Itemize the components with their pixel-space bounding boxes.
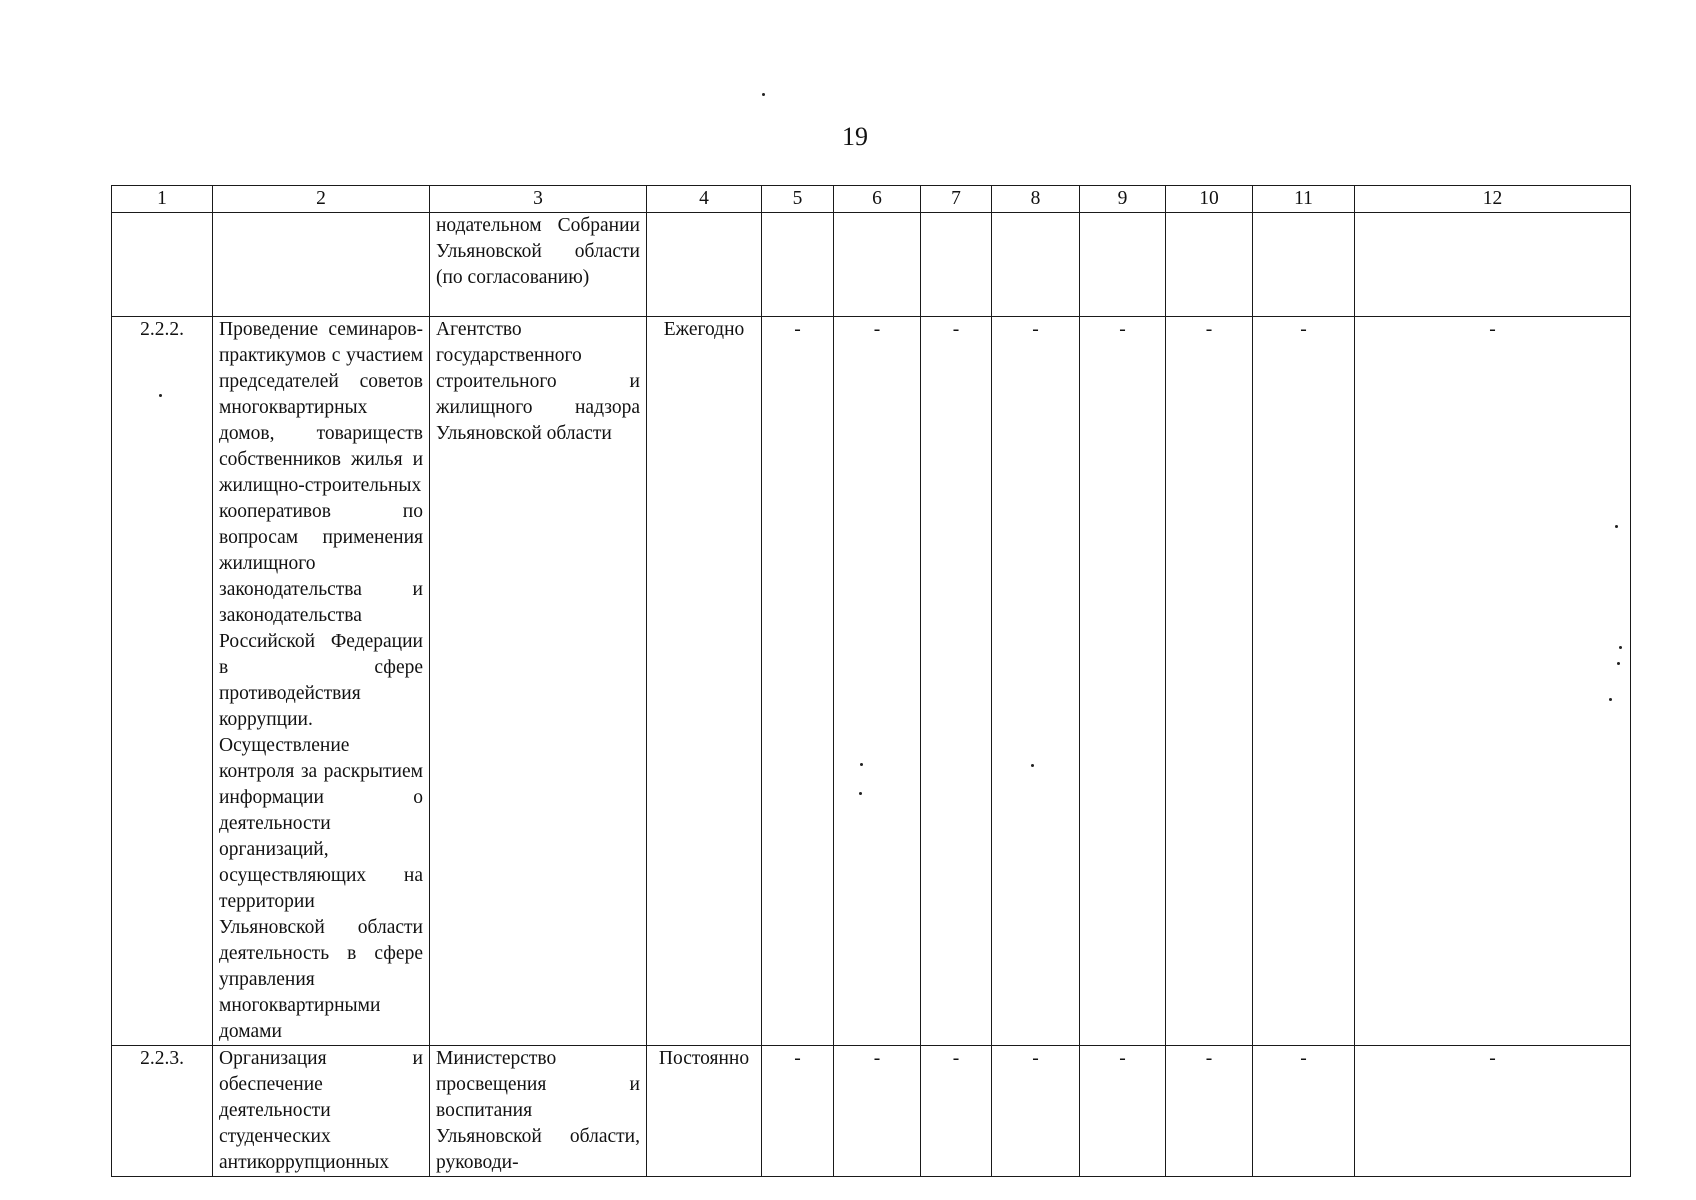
- column-header: 5: [762, 186, 834, 213]
- period: [647, 213, 762, 317]
- funding-cell: [1166, 213, 1253, 317]
- funding-cell: -: [1166, 317, 1253, 1046]
- funding-cell: -: [834, 1046, 921, 1177]
- column-header: 2: [213, 186, 430, 213]
- funding-cell: -: [1253, 1046, 1355, 1177]
- table-row: [112, 317, 1631, 1046]
- executor: нодательном Собрании Ульяновской области (по согласованию): [430, 213, 647, 317]
- funding-cell: -: [762, 317, 834, 1046]
- column-header: 11: [1253, 186, 1355, 213]
- row-number: [112, 213, 213, 317]
- funding-cell: -: [921, 1046, 992, 1177]
- column-header: 7: [921, 186, 992, 213]
- funding-cell: -: [1253, 317, 1355, 1046]
- funding-cell: [834, 213, 921, 317]
- row-number: 2.2.3.: [112, 1046, 213, 1177]
- column-header: 1: [112, 186, 213, 213]
- table-row: [112, 213, 1631, 317]
- funding-cell: -: [834, 317, 921, 1046]
- funding-cell: -: [921, 317, 992, 1046]
- funding-cell: [1080, 213, 1166, 317]
- column-header: 8: [992, 186, 1080, 213]
- funding-cell: -: [992, 317, 1080, 1046]
- funding-cell: -: [992, 1046, 1080, 1177]
- funding-cell: -: [1080, 317, 1166, 1046]
- funding-cell: -: [762, 1046, 834, 1177]
- event-description: Организация и обеспечение деятельности студенческих антикоррупционных: [213, 1046, 430, 1177]
- funding-cell: [1253, 213, 1355, 317]
- column-header: 3: [430, 186, 647, 213]
- funding-cell: -: [1355, 1046, 1631, 1177]
- period: Ежегодно: [647, 317, 762, 1046]
- event-description: Проведение семинаров-практикумов с участием председателей советов многоквартирных домов, товариществ собственников жилья и жилищно-строительных кооперативов по вопросам применения жилищного законодательства и законодательства Российской Федерации в сфере противодействия коррупции. Осуществление контроля за раскрытием информации о деятельности организаций, осуществляющих на территории Ульяновской области деятельность в сфере управления многоквартирными домами: [213, 317, 430, 1046]
- column-header: 9: [1080, 186, 1166, 213]
- row-number: 2.2.2.: [112, 317, 213, 1046]
- funding-cell: [992, 213, 1080, 317]
- column-numbers-row: [112, 186, 1631, 213]
- funding-cell: -: [1355, 317, 1631, 1046]
- funding-cell: [1355, 213, 1631, 317]
- funding-cell: [762, 213, 834, 317]
- column-header: 6: [834, 186, 921, 213]
- executor: Агентство государственного строительного и жилищного надзора Ульяновской области: [430, 317, 647, 1046]
- table-row: [112, 1046, 1631, 1177]
- scan-speck: [762, 93, 765, 96]
- funding-cell: -: [1080, 1046, 1166, 1177]
- column-header: 12: [1355, 186, 1631, 213]
- period: Постоянно: [647, 1046, 762, 1177]
- funding-cell: [921, 213, 992, 317]
- measures-table: [111, 185, 1631, 1177]
- executor: Министерство просвещения и воспитания Ульяновской области, руководи-: [430, 1046, 647, 1177]
- column-header: 10: [1166, 186, 1253, 213]
- page-number: 19: [842, 122, 868, 151]
- column-header: 4: [647, 186, 762, 213]
- funding-cell: -: [1166, 1046, 1253, 1177]
- event-description: [213, 213, 430, 317]
